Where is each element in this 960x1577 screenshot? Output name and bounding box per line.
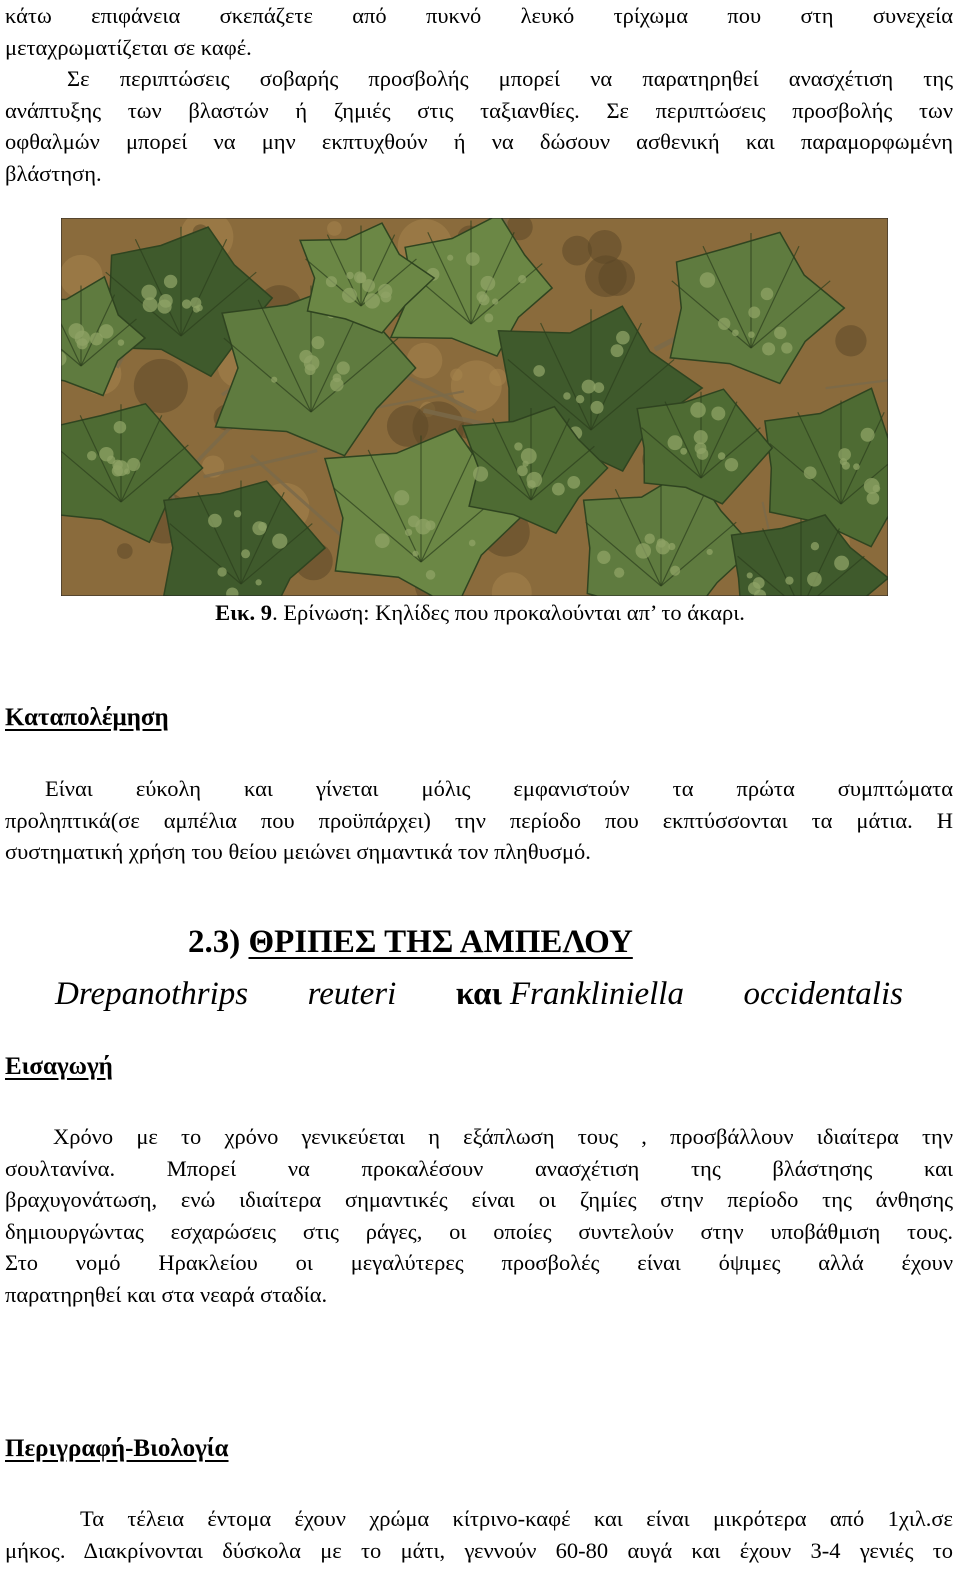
erinosis-leaf-photo	[61, 218, 888, 596]
heading-intro: Εισαγωγή	[5, 1053, 113, 1080]
figure-caption	[0, 598, 960, 628]
description-paragraph	[5, 1503, 953, 1566]
text-line: σουλτανίνα. Μπορεί να προκαλέσουν ανασχέτιση της βλάστησης και	[5, 1155, 953, 1181]
text-line: μεταχρωματίζεται σε καφέ.	[5, 34, 252, 60]
text-line: μήκος. Διακρίνονται δύσκολα με το μάτι, γεννούν 60-80 αυγά και έχουν 3-4 γενιές το	[5, 1537, 953, 1563]
thrips-intro-paragraph	[5, 1121, 953, 1310]
species-epithet-1: reuteri	[307, 976, 397, 1012]
heading-control: Καταπολέμηση	[5, 704, 169, 731]
text-line: Στο νομό Ηρακλείου οι μεγαλύτερες προσβολές είναι όψιμες αλλά έχουν	[5, 1250, 953, 1275]
chapter-number: 2.3)	[188, 924, 241, 960]
text-line: οφθαλμών μπορεί να μην εκπτυχθούν ή να δώσουν ασθενική και παραμορφωμένη	[5, 129, 953, 154]
figure-caption-text: . Ερίνωση: Κηλίδες που προκαλούνται απ’ το άκαρι.	[272, 600, 745, 625]
heading-description: Περιγραφή-Βιολογία	[5, 1435, 229, 1462]
text-line: βραχυγονάτωση, ενώ ιδιαίτερα σημαντικές είναι οι ζημίες στην περίοδο της άνθησης	[5, 1187, 953, 1212]
control-paragraph	[5, 773, 953, 868]
text-line: δημιουργώντας εσχαρώσεις στις ράγες, οι οποίες συντελούν στην υποβάθμιση τους.	[5, 1218, 953, 1244]
text-line: Χρόνο με το χρόνο γενικεύεται η εξάπλωση τους , προσβάλλουν ιδιαίτερα την	[53, 1124, 953, 1149]
figure-label: Εικ. 9	[215, 600, 273, 625]
text-line: προληπτικά(σε αμπέλια που προϋπάρχει) την περίοδο που εκπτύσσονται τα μάτια. Η	[5, 807, 953, 833]
species-genus-1: Drepanothrips	[55, 976, 249, 1012]
text-line: ανάπτυξης των βλαστών ή ζημιές στις ταξιανθίες. Σε περιπτώσεις προσβολής των	[5, 97, 953, 123]
intro-paragraph	[5, 0, 953, 189]
species-names	[55, 972, 903, 1016]
species-conjunction: και	[455, 976, 502, 1012]
chapter-title: ΘΡΙΠΕΣ ΤΗΣ ΑΜΠΕΛΟΥ	[248, 924, 633, 960]
text-line: Είναι εύκολη και γίνεται μόλις εμφανιστούν τα πρώτα συμπτώματα	[45, 776, 953, 801]
photo-illustration	[61, 218, 888, 596]
text-line: βλάστηση.	[5, 160, 102, 186]
chapter-heading	[188, 922, 633, 962]
text-line: συστηματική χρήση του θείου μειώνει σημαντικά τον πληθυσμό.	[5, 839, 591, 864]
text-line: κάτω επιφάνεια σκεπάζετε από πυκνό λευκό τρίχωμα που στη συνεχεία	[5, 3, 953, 28]
species-genus-2: Frankliniella	[509, 976, 684, 1012]
text-line: παρατηρηθεί και στα νεαρά σταδία.	[5, 1281, 328, 1307]
text-line: Σε περιπτώσεις σοβαρής προσβολής μπορεί να παρατηρηθεί ανασχέτιση της	[67, 66, 953, 91]
species-epithet-2: occidentalis	[743, 976, 903, 1012]
text-line: Τα τέλεια έντομα έχουν χρώμα κίτρινο-καφέ και είναι μικρότερα από 1χιλ.σε	[80, 1506, 953, 1531]
